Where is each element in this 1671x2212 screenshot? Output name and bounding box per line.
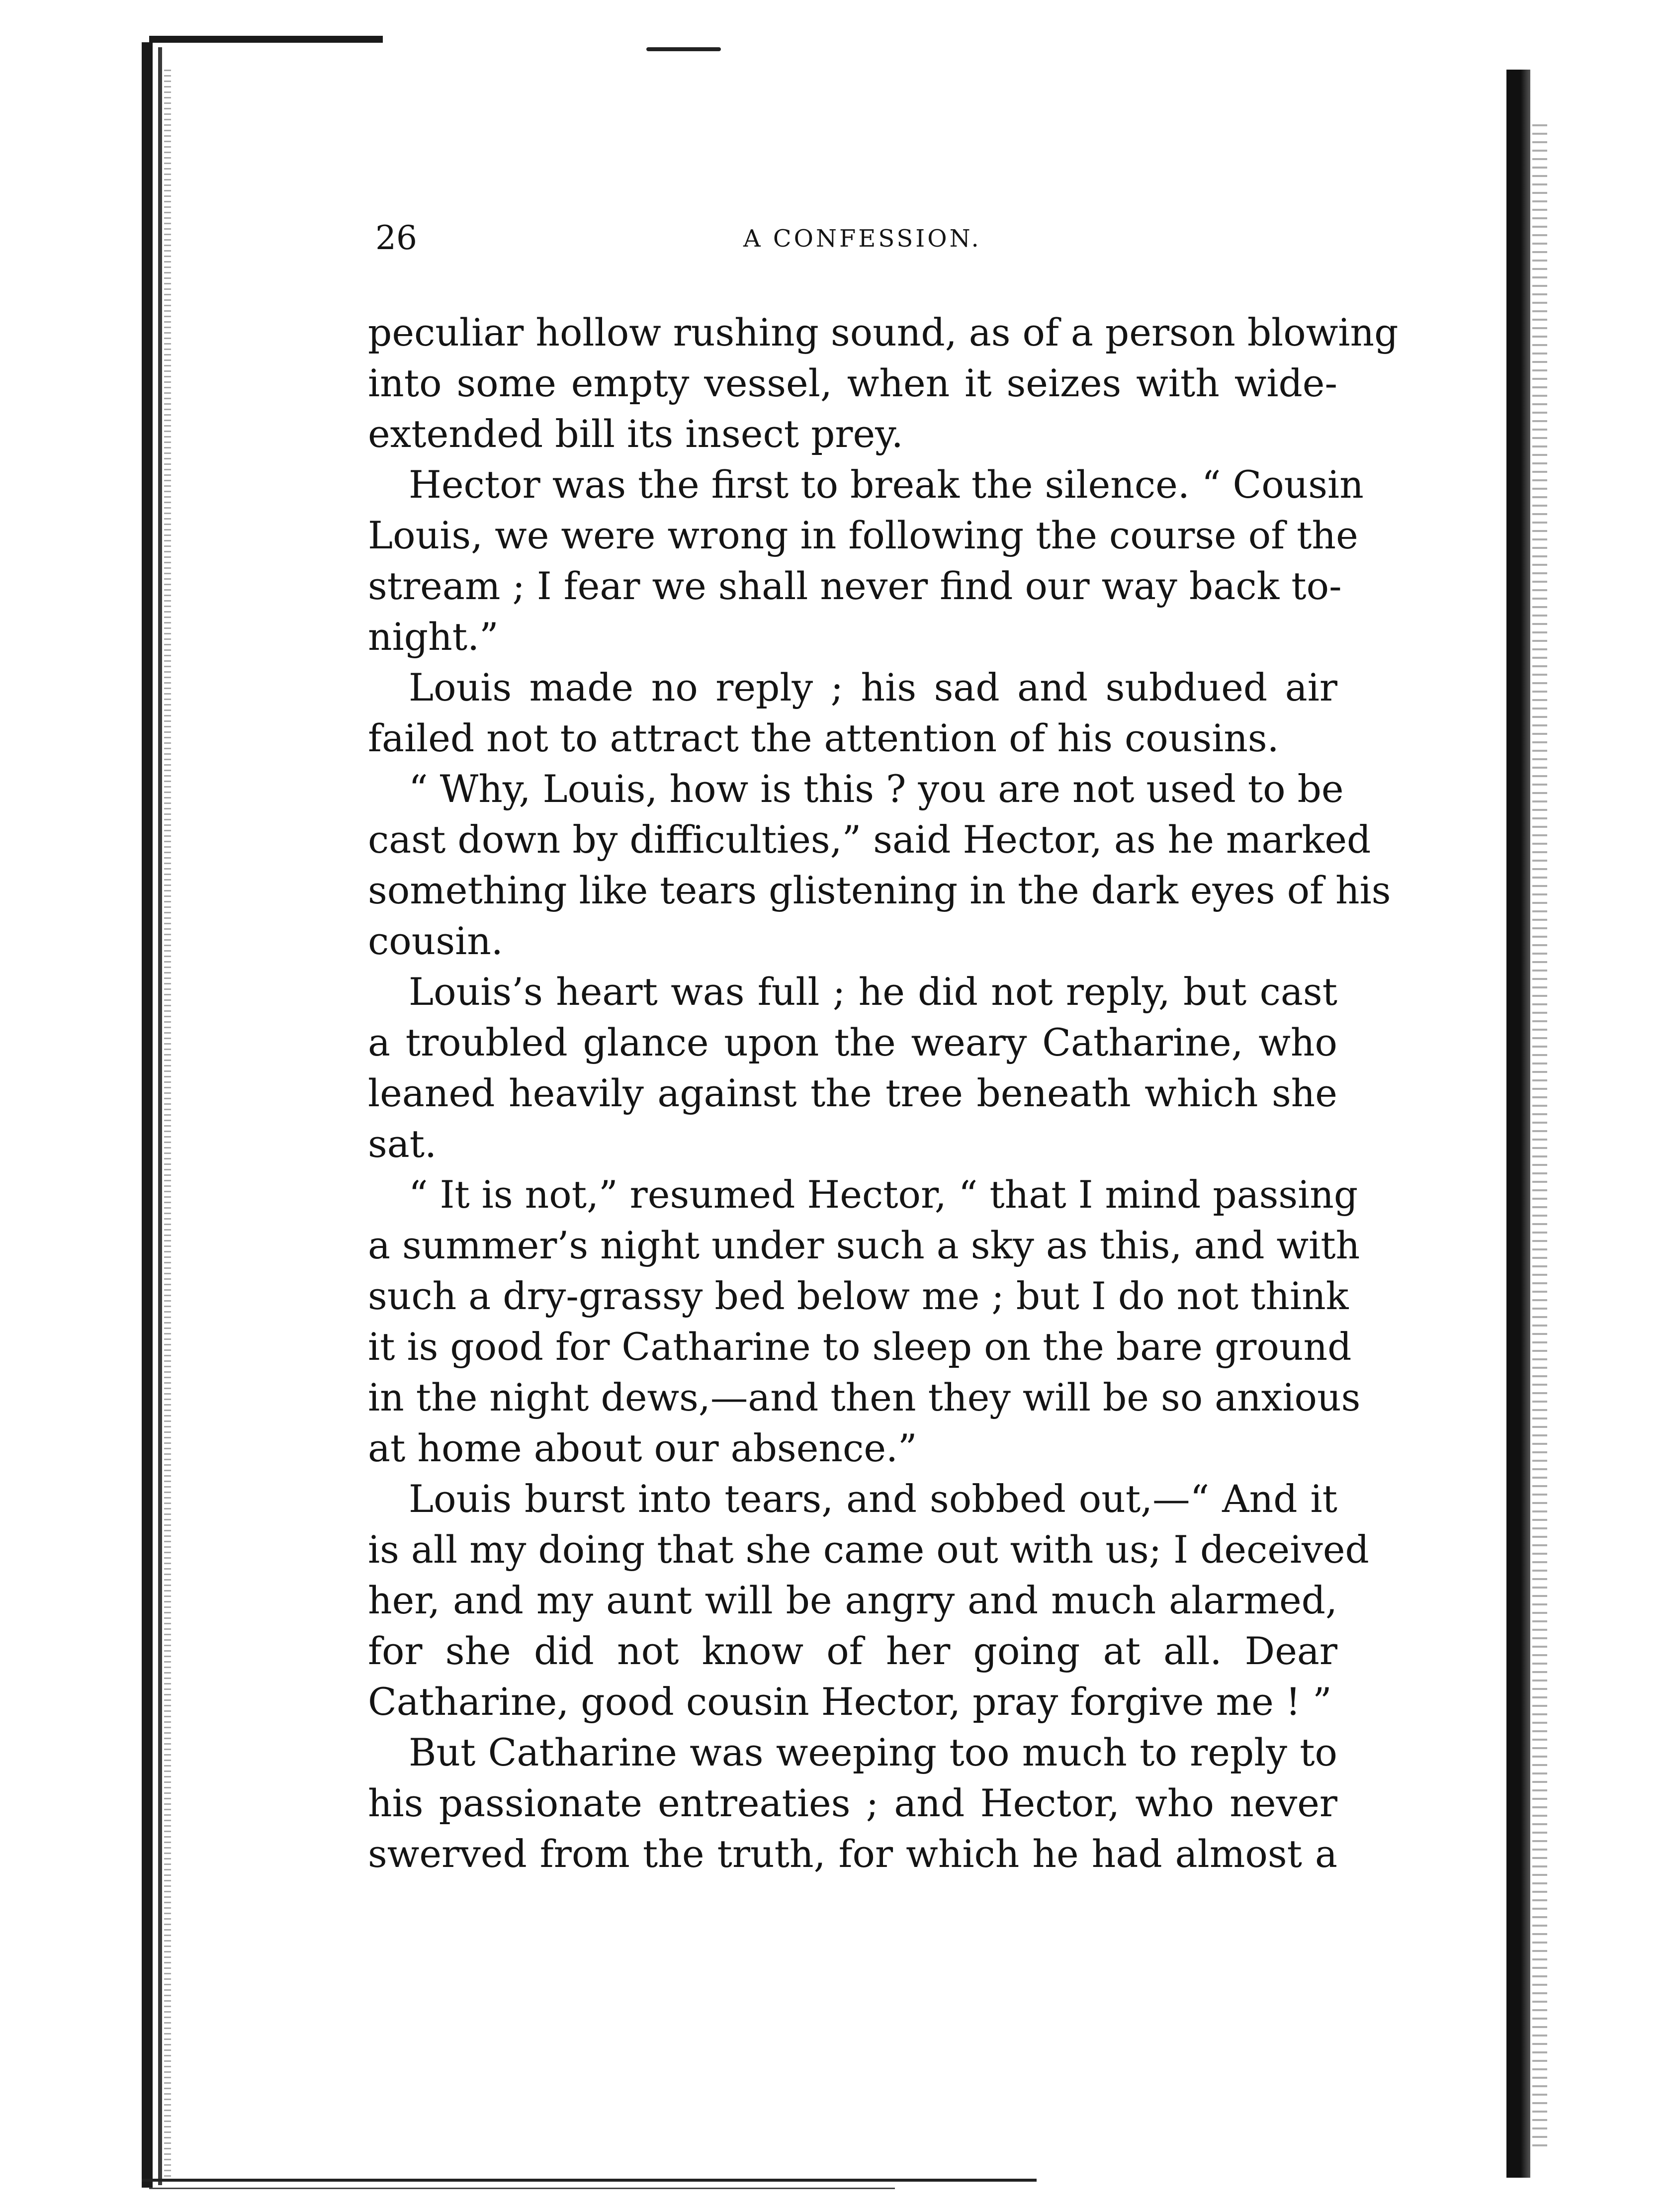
text-line: Hector was the first to break the silence. “ Cousin — [409, 463, 1364, 507]
text-line: a summer’s night under such a sky as this, and with — [368, 1224, 1360, 1267]
text-line: sat. — [368, 1122, 437, 1166]
text-line: into some empty vessel, when it seizes with wide- — [368, 361, 1337, 405]
text-line: something like tears glistening in the dark eyes of his — [368, 869, 1391, 912]
text-line: “ Why, Louis, how is this ? you are not used to be — [409, 767, 1344, 811]
text-line: cousin. — [368, 919, 503, 963]
text-line: a troubled glance upon the weary Catharine, who — [368, 1021, 1337, 1064]
text-line: Louis made no reply ; his sad and subdued air — [409, 666, 1337, 709]
text-line: peculiar hollow rushing sound, as of a person blowing — [368, 311, 1399, 354]
text-line: it is good for Catharine to sleep on the bare ground — [368, 1325, 1352, 1369]
text-line: Louis’s heart was full ; he did not reply, but cast — [409, 970, 1337, 1014]
top-scan-mark — [646, 47, 721, 51]
right-page-edge — [1506, 70, 1530, 2178]
text-line: But Catharine was weeping too much to reply to — [409, 1731, 1337, 1774]
text-line: “ It is not,” resumed Hector, “ that I mind passing — [409, 1173, 1358, 1217]
book-spine-inner-edge — [158, 47, 162, 2185]
text-line: for she did not know of her going at all. Dear — [368, 1629, 1337, 1673]
bottom-scan-edge — [142, 2179, 1037, 2182]
text-line: Louis, we were wrong in following the course of the — [368, 514, 1358, 557]
text-line: Catharine, good cousin Hector, pray forgive me ! ” — [368, 1680, 1332, 1724]
text-line: in the night dews,—and then they will be so anxious — [368, 1376, 1361, 1419]
text-line: night.” — [368, 615, 499, 659]
text-line: swerved from the truth, for which he had almost a — [368, 1832, 1337, 1876]
bottom-scan-edge-inner — [149, 2188, 895, 2189]
text-line: stream ; I fear we shall never find our way back to- — [368, 564, 1342, 608]
book-spine-edge — [142, 42, 153, 2188]
text-line: such a dry-grassy bed below me ; but I do not think — [368, 1274, 1349, 1318]
text-line: failed not to attract the attention of his cousins. — [368, 716, 1279, 760]
body-text — [368, 307, 1399, 1879]
text-line: her, and my aunt will be angry and much alarmed, — [368, 1579, 1337, 1622]
running-head — [375, 219, 1390, 264]
text-line: cast down by difficulties,” said Hector, as he marked — [368, 818, 1371, 862]
text-line: leaned heavily against the tree beneath which she — [368, 1071, 1337, 1115]
top-scan-edge — [149, 36, 383, 43]
running-title: A CONFESSION. — [743, 225, 981, 253]
book-spine-texture — [164, 70, 171, 2178]
right-edge-texture — [1532, 124, 1547, 2153]
text-line: Louis burst into tears, and sobbed out,—“ And it — [409, 1477, 1337, 1521]
text-line: at home about our absence.” — [368, 1426, 917, 1470]
text-line: his passionate entreaties ; and Hector, who never — [368, 1781, 1337, 1825]
text-line: is all my doing that she came out with us; I deceived — [368, 1528, 1369, 1572]
text-line: extended bill its insect prey. — [368, 412, 903, 456]
page-number: 26 — [375, 219, 417, 257]
